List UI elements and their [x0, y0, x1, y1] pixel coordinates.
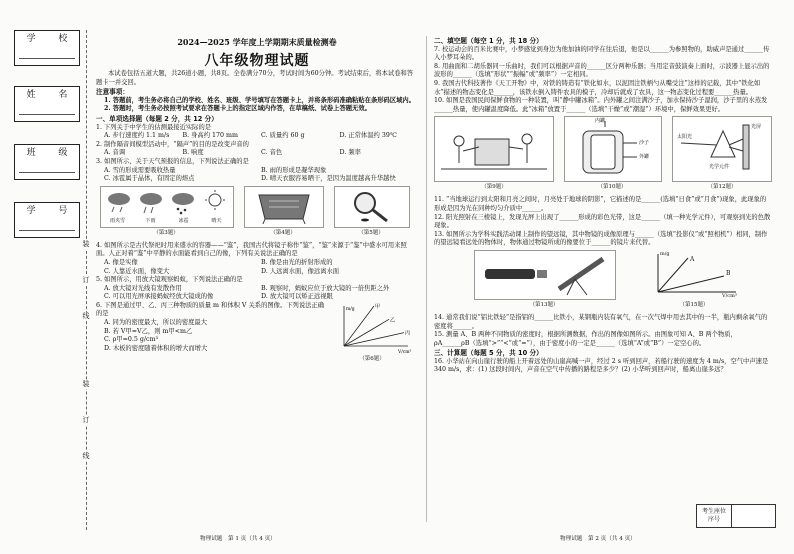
figures-row-9-12	[434, 116, 772, 194]
notice-2: 2. 答题时，考生务必按照考试要求在答题卡上的指定区域内作答，在草稿纸、试卷上答题无效。	[104, 105, 371, 113]
option[interactable]: A. 同为的密度最大，所以的密度最大	[104, 319, 208, 327]
figure-caption: （第10题）	[597, 184, 627, 191]
question-11: 11. “当地球运行到太阳和月亮之间时，月亮处于地球的阴影”，它描述的是______(选填“日食”或“月食”)现象，此现象的形成是因为光在同种均匀介质中______。	[434, 196, 767, 212]
figure-9-iron-casting	[434, 116, 554, 182]
figure-caption: （第9题）	[481, 184, 507, 191]
question-14: 14. 通常我们说“铝比铁轻”是指铝的______比铁小，某钢瓶内装有氧气，在一次气焊中用去其中的一半，瓶内剩余氧气的密度将______。	[434, 313, 768, 330]
part-label: 沙子	[639, 140, 650, 147]
option[interactable]: C. 人靠近水面，像变大	[104, 267, 170, 275]
figures-row-13-15	[434, 250, 772, 312]
option[interactable]: C. 音色	[261, 149, 283, 157]
notice-1: 1. 答题前，考生务必将自己的学校、姓名、班级、学号填写在答题卡上，并将条形码准确粘贴在条形码区域内。	[104, 96, 416, 104]
option[interactable]: A. 像是实像	[104, 258, 138, 266]
figure-caption: （第6题）	[359, 355, 385, 362]
option[interactable]: D. 放大镜可以矫正远视眼	[261, 293, 333, 301]
question-6: 6. 下图是通过甲、乙、丙三种物质的质量 m 和体积 V 关系的图像。下列说法正确的是	[96, 301, 325, 318]
figure-6-chart	[332, 302, 412, 362]
q1-options	[96, 132, 418, 141]
series-label: 甲	[375, 303, 381, 310]
weather-label: 冰雹	[178, 217, 189, 224]
y-axis-label: m/g	[346, 306, 355, 312]
question-16: 16. 小华站在向山崖行驶的船上开着远处的山崖高喊一声，经过 2 s 听到回声，若船行驶的速度为 4 m/s，空气中声速是 340 m/s，求：(1) 这段时间内，声音在空气中传播的路程是多少？(2) 小华听到回声时，船离山崖多远？	[434, 357, 769, 374]
option[interactable]: C. 质量约 60 g	[261, 132, 305, 140]
option[interactable]: A. 放大镜对光线有发散作用	[104, 284, 182, 292]
q2-options	[96, 149, 418, 158]
option[interactable]: C. 可以用光屏承接蚂蚁经放大镜成的像	[104, 293, 214, 301]
option[interactable]: D. 木板的密度随着体积的增大而增大	[104, 344, 208, 352]
question-4: 4. 如图所示是古代祭祀时用来盛水的容器——“鉴”，我国古代将镜子称作“鉴”，“鉴”来源于“鉴”中盛水可用来照面。人正对着“鉴”中平静的水面能看到自己的像，下列有关说法正确的是	[96, 241, 407, 258]
x-axis-label: V/cm³	[398, 349, 412, 354]
option[interactable]: C. 冰雹属于晶体，有固定的熔点	[104, 175, 195, 183]
section-2-title: 二、填空题（每空 1 分，共 18 分）	[434, 37, 543, 45]
fold-word: 线	[80, 452, 92, 461]
figure-10-pot-fridge	[564, 116, 662, 182]
figure-caption: （第5题）	[358, 229, 384, 236]
question-9: 9. 我国古代科技著作《天工开物》中，对铁的铸造有“铁化如水，以泥固注铁柄勺从嘴受注”这样的记载，其中“铁化如水”描述的物态变化是______，该铁水倒入铸件农具的模子，冷却后就成了农具，这一物态变化过程要______热量。	[434, 79, 761, 96]
figure-13-telescope	[474, 250, 616, 300]
option[interactable]: D. 正常体温约 39℃	[339, 132, 397, 140]
figure-5-magnifier	[334, 186, 410, 228]
option[interactable]: B. 若 V甲=V乙，则 m甲<m乙	[104, 327, 193, 335]
option[interactable]: B. 响度	[182, 149, 204, 157]
question-8: 8. 用曲面和二胡乐器同一乐曲时，我们可以根据声音的______区分两种乐器；当用定音鼓演奏上面时，示波器上显示出的波形的______（选填“形状”“振幅”或“频率”）一定相同。	[434, 62, 770, 79]
series-line-乙	[344, 319, 389, 346]
fold-word: 装	[80, 380, 92, 389]
figure-15-graph	[644, 250, 744, 298]
option[interactable]: A. 步行速度约 1.1 m/s	[104, 132, 170, 140]
question-10: 10. 如图是我国民间保鲜食物的一种装置，叫“静中罐冰箱”。内外罐之间注满沙子，加水保持沙子湿润，沙子里的水蒸发______热量，使内罐温度降低。此“冰箱”放置于______（选填“干燥”或“潮湿”）环境中，保鲜效果更好。	[434, 97, 768, 113]
q4-options	[96, 259, 418, 276]
option[interactable]: B. 雨的形成是凝华现象	[261, 166, 327, 174]
figure-caption: （第13题）	[529, 301, 559, 308]
notice-title: 注意事项：	[96, 88, 129, 97]
q3-options	[96, 167, 418, 184]
figure-caption: （第3题）	[153, 229, 179, 236]
option[interactable]: D. 晴天衣服容易晒干，是因为温度越高升华越快	[261, 175, 396, 183]
fold-word: 装	[80, 240, 92, 249]
line-label: A	[690, 255, 695, 263]
section-3-title: 三、计算题（每题 5 分，共 10 分）	[434, 349, 543, 358]
figure-3-weather	[100, 186, 234, 228]
figure-12-prism	[672, 116, 772, 182]
question-3: 3. 如图所示，关于天气预报的信息，下列说法正确的是	[96, 157, 249, 165]
name-field[interactable]: 姓 名	[14, 86, 80, 122]
option[interactable]: A. 雪的形成需要吸收热量	[104, 166, 176, 174]
figures-row-3-5	[96, 186, 418, 240]
option[interactable]: B. 身高约 170 mm	[182, 132, 238, 140]
seat-number-box[interactable]	[696, 504, 776, 528]
fold-word: 订	[80, 276, 92, 285]
question-7: 7. 校运动会的百米比赛中，小梦感觉到身边为他加油的同学在往后退，他是以______为参照物的，助威声是通过______传入小梦耳朵的。	[434, 45, 770, 62]
part-label: 外罐	[639, 154, 650, 161]
right-column	[434, 36, 772, 375]
option[interactable]: D. 人远离水面，像远离水面	[261, 267, 340, 275]
section-1-title: 一、单项选择题（每题 2 分，共 12 分）	[96, 114, 218, 123]
part-label: 太阳光	[677, 134, 693, 141]
school-field[interactable]: 学 校	[14, 30, 80, 66]
part-label: 光学元件	[709, 164, 730, 171]
q6-options	[96, 319, 326, 353]
student-number-field[interactable]: 学 号	[14, 202, 80, 238]
question-15: 15. 测量 A、B 两种不同物质的密度时，根据所测数据，作出的图像如图所示。由图象可知 A、B 两个物质，ρA______ρB（选填“>”“<”或“=”），由于密度小的一定是______（选填“A”或“B”）一定空心的。	[434, 331, 737, 347]
left-column	[96, 70, 418, 362]
series-label: 丙	[405, 330, 411, 337]
subject-title: 八年级物理试题	[204, 53, 310, 69]
question-2: 2. 制作隔音间模型活动中，“隔声”的目的是改变声音的	[96, 140, 249, 148]
option[interactable]: D. 频率	[339, 149, 361, 157]
q5-options	[96, 285, 418, 302]
question-1: 1. 下列关于中学生的估测最接近实际的是	[96, 123, 212, 131]
question-12: 12. 阳光照射在三棱镜上，发现光屏上出现了______形成的彩色光带，这是______（填一种光学元件），可观察到光的色散现象。	[434, 213, 771, 230]
intro-text: 本试卷包括五道大题，共26道小题，共8页。全卷满分70分，考试时间为60分钟。考试结束后，将本试卷和答题卡一并交回。	[96, 70, 414, 86]
line-label: B	[726, 269, 731, 277]
binding-strip	[14, 30, 78, 530]
option[interactable]: B. 观察时，蚂蚁应位于放大镜的一倍焦距之外	[261, 284, 390, 292]
mass-volume-chart	[332, 302, 412, 354]
question-6-block	[96, 301, 418, 362]
series-label: 乙	[390, 317, 396, 324]
figure-caption: （第15题）	[679, 301, 709, 308]
option[interactable]: B. 像是由光的折射形成的	[261, 258, 333, 266]
fold-word: 线	[80, 312, 92, 321]
part-label: 光屏	[751, 124, 762, 131]
figure-4-bronze-vessel	[244, 186, 324, 228]
part-label: 内罐	[595, 118, 606, 125]
footer-page-2: 物理试题 第 2 页（共 4 页）	[560, 536, 636, 542]
axis-label: V/cm³	[722, 292, 737, 299]
question-13: 13. 如图所示为学科实践活动课上制作的望远镜，其中物镜的成像原理与______（选填“投影仪”或“照相机”）相同，制作的望远镜看远处的物体时，物体通过物镜所成的像要位于______的镜片来代替。	[434, 230, 768, 247]
question-5: 5. 如图所示，用放大镜观察蚂蚁，下列说法正确的是	[96, 276, 243, 284]
figure-caption: （第4题）	[270, 229, 296, 236]
class-field[interactable]: 班 级	[14, 144, 80, 180]
fold-word: 订	[80, 416, 92, 425]
weather-label: 晴天	[211, 217, 222, 224]
figure-caption: （第12题）	[707, 184, 737, 191]
option[interactable]: C. ρ甲=0.5 g/cm³	[104, 336, 159, 344]
seat-number-label: 考生座位序号	[701, 508, 726, 523]
weather-label: 下雨	[145, 217, 156, 224]
footer-page-1: 物理试题 第 1 页（共 4 页）	[200, 536, 276, 542]
weather-label: 雨夹雪	[109, 217, 125, 224]
axis-label: m/g	[660, 250, 670, 257]
exam-title: 2024—2025 学年度上学期期末质量检测卷	[177, 37, 337, 47]
option[interactable]: A. 音调	[104, 149, 126, 157]
